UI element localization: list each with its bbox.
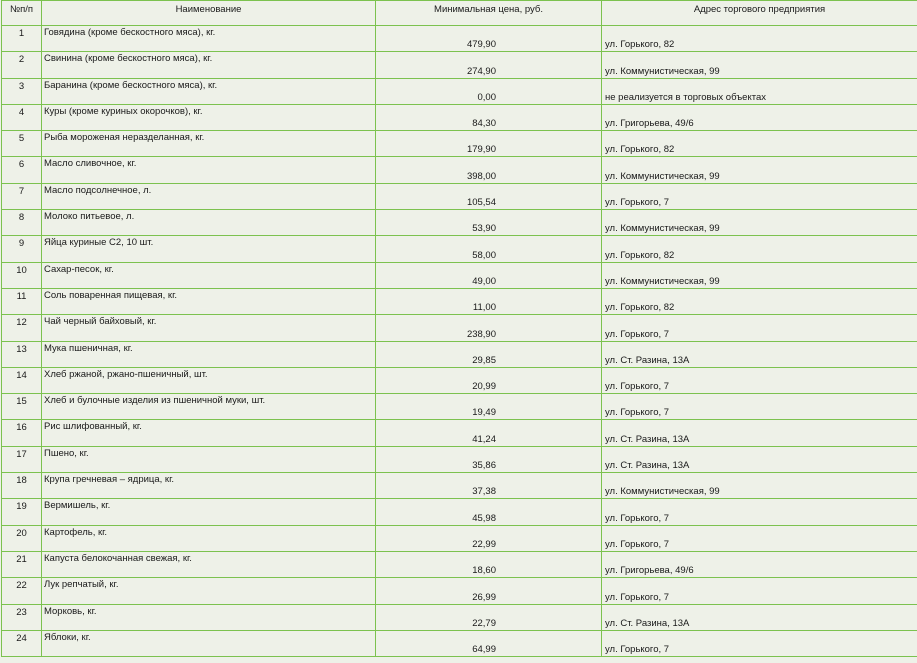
table-row bbox=[2, 578, 917, 604]
store-address-cell: ул. Коммунистическая, 99 bbox=[602, 262, 917, 288]
store-address-cell: ул. Горького, 7 bbox=[602, 630, 917, 656]
product-name-cell: Чай черный байховый, кг. bbox=[42, 315, 376, 341]
table-row bbox=[2, 473, 917, 499]
product-name-cell: Хлеб и булочные изделия из пшеничной муки, шт. bbox=[42, 394, 376, 420]
header-num: №п/п bbox=[2, 1, 42, 26]
table-row bbox=[2, 551, 917, 577]
product-name-cell: Свинина (кроме бескостного мяса), кг. bbox=[42, 52, 376, 78]
row-number-cell: 7 bbox=[2, 183, 42, 209]
product-name-cell: Говядина (кроме бескостного мяса), кг. bbox=[42, 26, 376, 52]
row-number-cell: 2 bbox=[2, 52, 42, 78]
table-row bbox=[2, 446, 917, 472]
row-number-cell: 17 bbox=[2, 446, 42, 472]
store-address-cell: ул. Горького, 7 bbox=[602, 525, 917, 551]
table-row bbox=[2, 104, 917, 130]
header-name: Наименование bbox=[42, 1, 376, 26]
product-name-cell: Морковь, кг. bbox=[42, 604, 376, 630]
min-price-cell: 479,90 bbox=[376, 26, 602, 52]
min-price-cell: 35,86 bbox=[376, 446, 602, 472]
row-number-cell: 10 bbox=[2, 262, 42, 288]
store-address-cell: ул. Горького, 82 bbox=[602, 26, 917, 52]
table-body bbox=[2, 26, 917, 657]
row-number-cell: 15 bbox=[2, 394, 42, 420]
row-number-cell: 19 bbox=[2, 499, 42, 525]
min-price-cell: 20,99 bbox=[376, 367, 602, 393]
product-name-cell: Пшено, кг. bbox=[42, 446, 376, 472]
product-name-cell: Соль поваренная пищевая, кг. bbox=[42, 288, 376, 314]
store-address-cell: ул. Горького, 7 bbox=[602, 315, 917, 341]
product-name-cell: Лук репчатый, кг. bbox=[42, 578, 376, 604]
store-address-cell: ул. Григорьева, 49/6 bbox=[602, 104, 917, 130]
row-number-cell: 11 bbox=[2, 288, 42, 314]
min-price-cell: 105,54 bbox=[376, 183, 602, 209]
store-address-cell: ул. Горького, 7 bbox=[602, 183, 917, 209]
row-number-cell: 21 bbox=[2, 551, 42, 577]
header-price: Минимальная цена, руб. bbox=[376, 1, 602, 26]
store-address-cell: ул. Коммунистическая, 99 bbox=[602, 473, 917, 499]
min-price-cell: 53,90 bbox=[376, 210, 602, 236]
min-price-cell: 26,99 bbox=[376, 578, 602, 604]
header-address: Адрес торгового предприятия bbox=[602, 1, 917, 26]
store-address-cell: ул. Горького, 7 bbox=[602, 578, 917, 604]
store-address-cell: ул. Ст. Разина, 13А bbox=[602, 604, 917, 630]
store-address-cell: ул. Горького, 82 bbox=[602, 236, 917, 262]
product-name-cell: Сахар-песок, кг. bbox=[42, 262, 376, 288]
table-row bbox=[2, 420, 917, 446]
table-row bbox=[2, 78, 917, 104]
min-price-cell: 19,49 bbox=[376, 394, 602, 420]
store-address-cell: ул. Ст. Разина, 13А bbox=[602, 341, 917, 367]
row-number-cell: 24 bbox=[2, 630, 42, 656]
min-price-cell: 84,30 bbox=[376, 104, 602, 130]
row-number-cell: 16 bbox=[2, 420, 42, 446]
min-price-cell: 274,90 bbox=[376, 52, 602, 78]
row-number-cell: 9 bbox=[2, 236, 42, 262]
product-name-cell: Рис шлифованный, кг. bbox=[42, 420, 376, 446]
store-address-cell: ул. Коммунистическая, 99 bbox=[602, 52, 917, 78]
store-address-cell: ул. Горького, 7 bbox=[602, 367, 917, 393]
min-price-cell: 45,98 bbox=[376, 499, 602, 525]
store-address-cell: ул. Горького, 82 bbox=[602, 131, 917, 157]
row-number-cell: 6 bbox=[2, 157, 42, 183]
store-address-cell: ул. Коммунистическая, 99 bbox=[602, 210, 917, 236]
row-number-cell: 4 bbox=[2, 104, 42, 130]
table-row bbox=[2, 630, 917, 656]
store-address-cell: не реализуется в торговых объектах bbox=[602, 78, 917, 104]
table-header bbox=[2, 1, 917, 26]
min-price-cell: 18,60 bbox=[376, 551, 602, 577]
table-row bbox=[2, 52, 917, 78]
table-row bbox=[2, 394, 917, 420]
store-address-cell: ул. Григорьева, 49/6 bbox=[602, 551, 917, 577]
product-name-cell: Масло сливочное, кг. bbox=[42, 157, 376, 183]
table-row bbox=[2, 26, 917, 52]
table-row bbox=[2, 525, 917, 551]
store-address-cell: ул. Ст. Разина, 13А bbox=[602, 446, 917, 472]
product-name-cell: Куры (кроме куриных окорочков), кг. bbox=[42, 104, 376, 130]
table-row bbox=[2, 157, 917, 183]
table-row bbox=[2, 210, 917, 236]
min-price-cell: 179,90 bbox=[376, 131, 602, 157]
product-name-cell: Картофель, кг. bbox=[42, 525, 376, 551]
row-number-cell: 1 bbox=[2, 26, 42, 52]
product-name-cell: Хлеб ржаной, ржано-пшеничный, шт. bbox=[42, 367, 376, 393]
row-number-cell: 14 bbox=[2, 367, 42, 393]
product-name-cell: Яблоки, кг. bbox=[42, 630, 376, 656]
min-price-cell: 0,00 bbox=[376, 78, 602, 104]
product-name-cell: Молоко питьевое, л. bbox=[42, 210, 376, 236]
table-row bbox=[2, 499, 917, 525]
store-address-cell: ул. Горького, 7 bbox=[602, 394, 917, 420]
row-number-cell: 5 bbox=[2, 131, 42, 157]
row-number-cell: 3 bbox=[2, 78, 42, 104]
min-price-cell: 29,85 bbox=[376, 341, 602, 367]
table-row bbox=[2, 288, 917, 314]
store-address-cell: ул. Ст. Разина, 13А bbox=[602, 420, 917, 446]
product-name-cell: Капуста белокочанная свежая, кг. bbox=[42, 551, 376, 577]
product-name-cell: Яйца куриные С2, 10 шт. bbox=[42, 236, 376, 262]
row-number-cell: 23 bbox=[2, 604, 42, 630]
row-number-cell: 20 bbox=[2, 525, 42, 551]
product-name-cell: Вермишель, кг. bbox=[42, 499, 376, 525]
product-name-cell: Баранина (кроме бескостного мяса), кг. bbox=[42, 78, 376, 104]
product-name-cell: Мука пшеничная, кг. bbox=[42, 341, 376, 367]
table-row bbox=[2, 262, 917, 288]
min-price-cell: 22,99 bbox=[376, 525, 602, 551]
store-address-cell: ул. Горького, 7 bbox=[602, 499, 917, 525]
min-price-cell: 11,00 bbox=[376, 288, 602, 314]
table-row bbox=[2, 367, 917, 393]
table-row bbox=[2, 236, 917, 262]
product-name-cell: Масло подсолнечное, л. bbox=[42, 183, 376, 209]
row-number-cell: 13 bbox=[2, 341, 42, 367]
store-address-cell: ул. Коммунистическая, 99 bbox=[602, 157, 917, 183]
store-address-cell: ул. Горького, 82 bbox=[602, 288, 917, 314]
min-price-cell: 398,00 bbox=[376, 157, 602, 183]
row-number-cell: 22 bbox=[2, 578, 42, 604]
header-row bbox=[2, 1, 917, 26]
min-price-cell: 58,00 bbox=[376, 236, 602, 262]
min-price-cell: 37,38 bbox=[376, 473, 602, 499]
product-name-cell: Рыба мороженая неразделанная, кг. bbox=[42, 131, 376, 157]
min-price-cell: 238,90 bbox=[376, 315, 602, 341]
table-row bbox=[2, 131, 917, 157]
table-row bbox=[2, 604, 917, 630]
table-row bbox=[2, 341, 917, 367]
table-row bbox=[2, 183, 917, 209]
row-number-cell: 8 bbox=[2, 210, 42, 236]
min-price-cell: 41,24 bbox=[376, 420, 602, 446]
price-table bbox=[1, 0, 917, 657]
row-number-cell: 12 bbox=[2, 315, 42, 341]
min-price-cell: 22,79 bbox=[376, 604, 602, 630]
min-price-cell: 49,00 bbox=[376, 262, 602, 288]
table-row bbox=[2, 315, 917, 341]
min-price-cell: 64,99 bbox=[376, 630, 602, 656]
product-name-cell: Крупа гречневая – ядрица, кг. bbox=[42, 473, 376, 499]
row-number-cell: 18 bbox=[2, 473, 42, 499]
